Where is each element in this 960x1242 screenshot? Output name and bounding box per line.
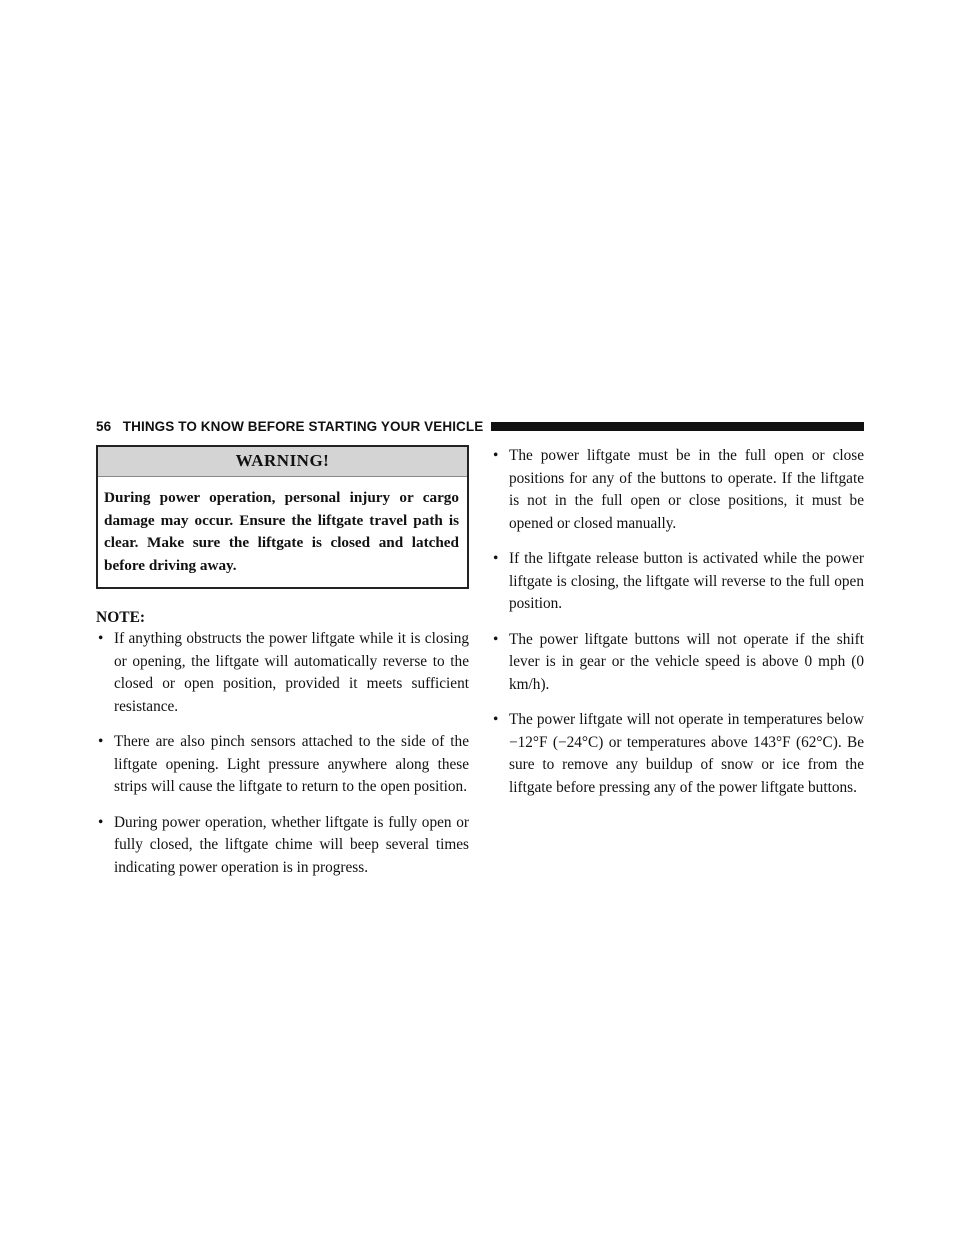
list-item-text: If anything obstructs the power liftgate while it is closing or opening, the liftgate will automatically reverse to the closed or open position, provided it meets sufficient resistance. <box>114 630 469 715</box>
warning-body: During power operation, personal injury or cargo damage may occur. Ensure the liftgate travel path is clear. Make sure the liftgate is closed and latched before driving away. <box>104 489 459 574</box>
note-list <box>96 628 469 879</box>
bullet-icon: • <box>493 630 499 648</box>
list-item <box>491 629 864 697</box>
list-item-text: The power liftgate will not operate in temperatures below −12°F (−24°C) or temperatures above 143°F (62°C). Be sure to remove any buildup of snow or ice from the liftgate before pressing any of the power liftgate buttons. <box>509 711 864 796</box>
page-header-text <box>96 419 483 434</box>
list-item-text: If the liftgate release button is activated while the power liftgate is closing, the liftgate will reverse to the full open position. <box>509 550 864 612</box>
bullet-icon: • <box>493 447 499 464</box>
warning-box <box>96 445 469 589</box>
list-item-text: There are also pinch sensors attached to the side of the liftgate opening. Light pressure anywhere along these strips will cause the liftgate to return to the open position. <box>114 733 469 795</box>
list-item-text: The power liftgate must be in the full open or close positions for any of the buttons to operate. If the liftgate is not in the full open or close positions, it must be opened or closed manually. <box>509 447 864 532</box>
warning-title: WARNING! <box>98 447 467 477</box>
bullet-icon: • <box>98 813 104 831</box>
bullet-icon: • <box>493 711 499 728</box>
right-list <box>491 445 864 799</box>
header-rule <box>491 422 864 431</box>
list-item <box>491 445 864 535</box>
list-item <box>96 731 469 799</box>
list-item-text: During power operation, whether liftgate is fully open or fully closed, the liftgate chime will beep several times indicating power operation is in progress. <box>114 813 469 876</box>
list-item <box>491 548 864 616</box>
list-item <box>491 709 864 799</box>
left-column <box>96 445 469 892</box>
list-item-text: The power liftgate buttons will not operate if the shift lever is in gear or the vehicle speed is above 0 mph (0 km/h). <box>509 630 864 693</box>
list-item <box>96 628 469 718</box>
bullet-icon: • <box>98 630 104 647</box>
page-number: 56 <box>96 418 112 434</box>
section-title: THINGS TO KNOW BEFORE STARTING YOUR VEHICLE <box>122 418 484 434</box>
page-header <box>96 416 864 436</box>
bullet-icon: • <box>98 733 104 750</box>
right-column <box>491 445 864 812</box>
note-label: NOTE: <box>96 609 146 626</box>
list-item <box>96 812 469 880</box>
bullet-icon: • <box>493 550 499 567</box>
